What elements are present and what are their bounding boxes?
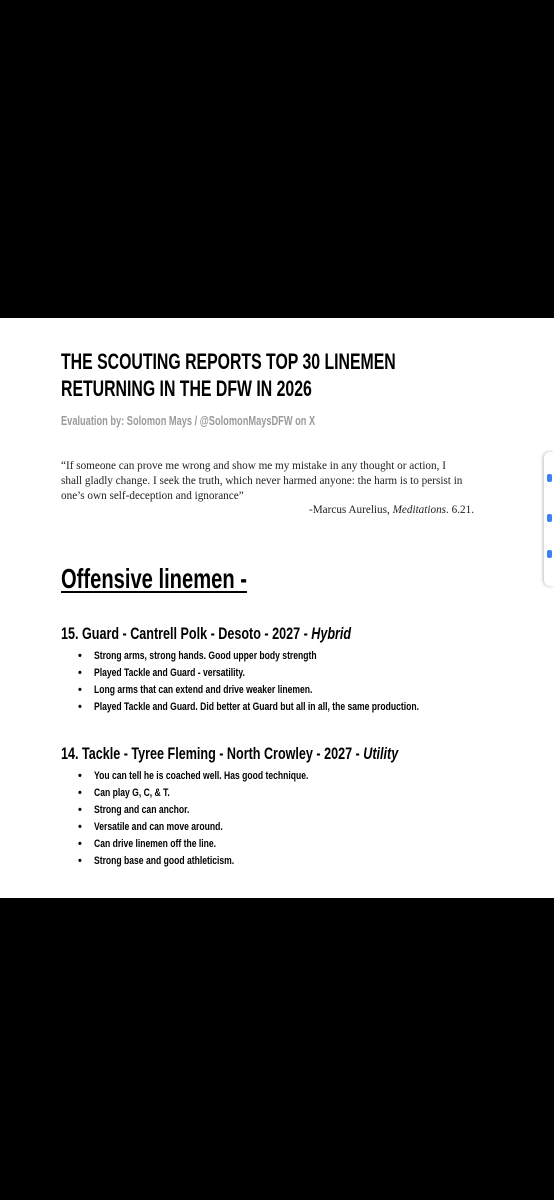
attribution-author: -Marcus Aurelius, <box>309 504 393 516</box>
player-heading-text: 15. Guard - Cantrell Polk - Desoto - 2027 - <box>61 624 312 643</box>
attribution-work: Meditations <box>392 504 447 516</box>
player-points-15 <box>78 648 511 716</box>
player-heading-text: 14. Tackle - Tyree Fleming - North Crowley - 2027 - <box>61 744 364 763</box>
player-tag: Hybrid <box>311 624 352 643</box>
player-heading-14 <box>61 744 398 764</box>
list-item: • Strong base and good athleticism. <box>78 853 369 870</box>
list-item: • Strong and can anchor. <box>78 802 369 819</box>
list-item: • Can drive linemen off the line. <box>78 836 369 853</box>
list-item: • You can tell he is coached well. Has good technique. <box>78 768 369 785</box>
side-panel-marker-icon <box>547 550 552 558</box>
document-title <box>61 348 396 402</box>
quote-line-3: one’s own self-deception and ignorance” <box>61 490 244 502</box>
quote-attribution <box>309 504 474 516</box>
player-heading-15 <box>61 624 351 644</box>
list-item: • Can play G, C, & T. <box>78 785 369 802</box>
list-item: • Long arms that can extend and drive weaker linemen. <box>78 682 511 699</box>
list-item: • Played Tackle and Guard. Did better at Guard but all in all, the same production. <box>78 699 511 716</box>
quote-line-1: “If someone can prove me wrong and show me my mistake in any thought or action, I <box>61 460 446 472</box>
list-item: • Versatile and can move around. <box>78 819 369 836</box>
player-points-14 <box>78 768 369 870</box>
title-line-1: THE SCOUTING REPORTS TOP 30 LINEMEN <box>61 349 396 374</box>
evaluation-byline: Evaluation by: Solomon Mays / @SolomonMaysDFW on X <box>61 414 316 428</box>
quote-line-2: shall gladly change. I seek the truth, which never harmed anyone: the harm is to persist in <box>61 475 463 487</box>
list-item: • Strong arms, strong hands. Good upper body strength <box>78 648 511 665</box>
document-page <box>0 318 554 898</box>
side-panel-marker-icon <box>547 514 552 522</box>
section-heading: Offensive linemen - <box>61 563 247 594</box>
list-item: • Played Tackle and Guard - versatility. <box>78 665 511 682</box>
side-panel-handle[interactable] <box>544 452 554 586</box>
quote-text <box>61 459 481 504</box>
player-tag: Utility <box>363 744 399 763</box>
title-line-2: RETURNING IN THE DFW IN 2026 <box>61 376 312 401</box>
attribution-reference: . 6.21. <box>446 504 474 516</box>
side-panel-marker-icon <box>547 474 552 482</box>
